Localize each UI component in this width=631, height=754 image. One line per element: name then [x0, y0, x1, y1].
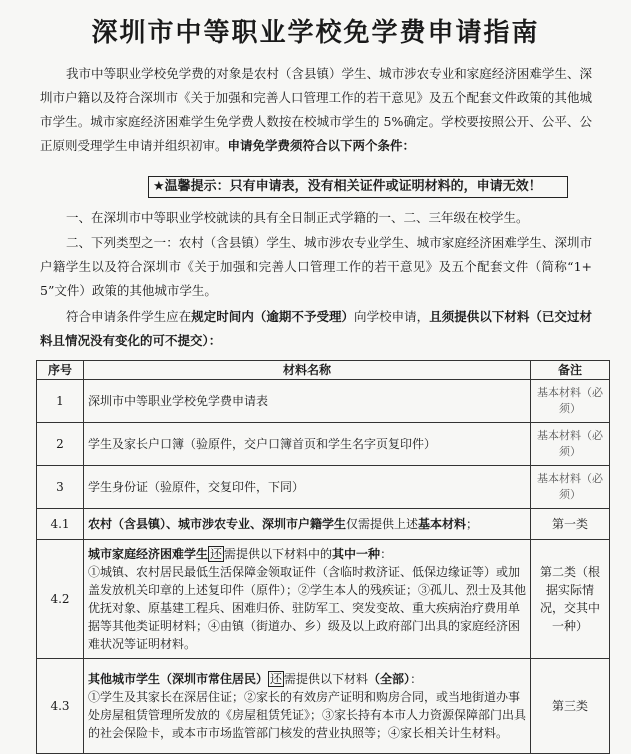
row-note: 基本材料（必须）: [531, 466, 610, 509]
requirement-paragraph: [40, 305, 592, 353]
row-no: 2: [37, 423, 84, 466]
row41-bold: 农村（含县镇）、城市涉农专业、深圳市户籍学生: [88, 517, 347, 531]
row-note: 基本材料（必须）: [531, 423, 610, 466]
table-row: [37, 423, 610, 466]
header-no: 序号: [37, 361, 84, 380]
page-title: 深圳市中等职业学校免学费申请指南: [91, 18, 540, 48]
row42-lead-end: ：: [380, 547, 393, 561]
header-name: 材料名称: [84, 361, 531, 380]
requirement-materials: 且须提供以下材料（已交过材料且情况没有变化的可不提交）：: [40, 309, 592, 348]
row-no: 3: [37, 466, 84, 509]
row42-lead-bold: 城市家庭经济困难学生: [88, 547, 209, 561]
row43-lead-rest: 需提供以下材料: [284, 672, 369, 686]
intro-paragraph: [40, 62, 592, 158]
row-no: 4.3: [37, 659, 84, 754]
table-row: [37, 540, 610, 659]
row-note: 第一类: [531, 509, 610, 540]
table-row: [37, 509, 610, 540]
row-material: 学生及家长户口簿（验原件，交户口簿首页和学生名字页复印件）: [84, 423, 531, 466]
requirement-prefix: 符合申请条件学生应在: [66, 309, 192, 324]
warning-notice: ★温馨提示：只有申请表，没有相关证件或证明材料的，申请无效！: [148, 176, 568, 198]
table-row: [37, 380, 610, 423]
intro-bold-text: 申请免学费须符合以下两个条件：: [227, 138, 416, 153]
row43-boxed: 还: [270, 672, 283, 686]
row-note: 基本材料（必须）: [531, 380, 610, 423]
row-material: 学生身份证（验原件，交复印件，下同）: [84, 466, 531, 509]
row43-body: ①学生及其家长在深居住证；②家长的有效房产证明和购房合同，或当地街道办事处房屋租赁管理所发放的《房屋租赁凭证》；③家长持有本市人力资源保障部门出具的社会保险卡，或本市市场监管部门核发的营业执照等；④家长相关计生材料。: [88, 690, 527, 740]
row42-body: ①城镇、农村居民最低生活保障金领取证件（含临时救济证、低保边缘证等）或加盖发放机关印章的上述复印件（原件）；②学生本人的残疾证；③孤儿、烈士及其他优抚对象、原基建工程兵、困难归侨、驻防军工、突发变故、重大疾病治疗费用单据等其他类证明材料；④由镇（街道办、乡）级及以上政府部门出具的家庭经济困难状况等证明材料。: [88, 565, 527, 651]
row-note: 第二类（根据实际情况，交其中一种）: [531, 540, 610, 659]
requirement-deadline: 规定时间内（逾期不予受理）: [191, 309, 355, 324]
header-note: 备注: [531, 361, 610, 380]
row42-lead-rest: 需提供以下材料中的: [224, 547, 333, 561]
intro-text: 我市中等职业学校免学费的对象是农村（含县镇）学生、城市涉农专业和家庭经济困难学生、深圳市户籍以及符合深圳市《关于加强和完善人口管理工作的若干意见》及五个配套文件政策的其他城市学生。城市家庭经济困难学生免学费人数按在校城市学生的 5%确定。学校要按照公开、公平、公正原则受理学生申请并组织初审。: [40, 66, 592, 153]
materials-table: [36, 360, 610, 754]
row-material: 深圳市中等职业学校免学费申请表: [84, 380, 531, 423]
row41-end: ；: [466, 517, 479, 531]
row43-lead-bold: 其他城市学生（深圳市常住居民）: [88, 672, 269, 686]
condition-two: 二、下列类型之一：农村（含县镇）学生、城市涉农专业学生、城市家庭经济困难学生、深圳市户籍学生以及符合深圳市《关于加强和完善人口管理工作的若干意见》及五个配套文件（简称“1+5”文件）政策的其他城市学生。: [40, 235, 592, 298]
table-header-row: [37, 361, 610, 380]
row-no: 4.2: [37, 540, 84, 659]
row-note: 第三类: [531, 659, 610, 754]
row42-boxed: 还: [210, 547, 223, 561]
row41-rest: 仅需提供上述: [346, 517, 419, 531]
row-no: 4.1: [37, 509, 84, 540]
row42-lead-bold2: 其中一种: [332, 547, 381, 561]
row-no: 1: [37, 380, 84, 423]
row-material: [84, 540, 531, 659]
row-material: [84, 509, 531, 540]
row41-bold2: 基本材料: [418, 517, 467, 531]
row43-lead-end: ：: [410, 672, 423, 686]
table-row: [37, 466, 610, 509]
table-row: [37, 659, 610, 754]
row-material: [84, 659, 531, 754]
row43-lead-bold2: （全部）: [368, 672, 411, 686]
condition-one: 一、在深圳市中等职业学校就读的具有全日制正式学籍的一、二、三年级在校学生。: [66, 210, 529, 225]
requirement-middle: 向学校申请，: [354, 309, 430, 324]
